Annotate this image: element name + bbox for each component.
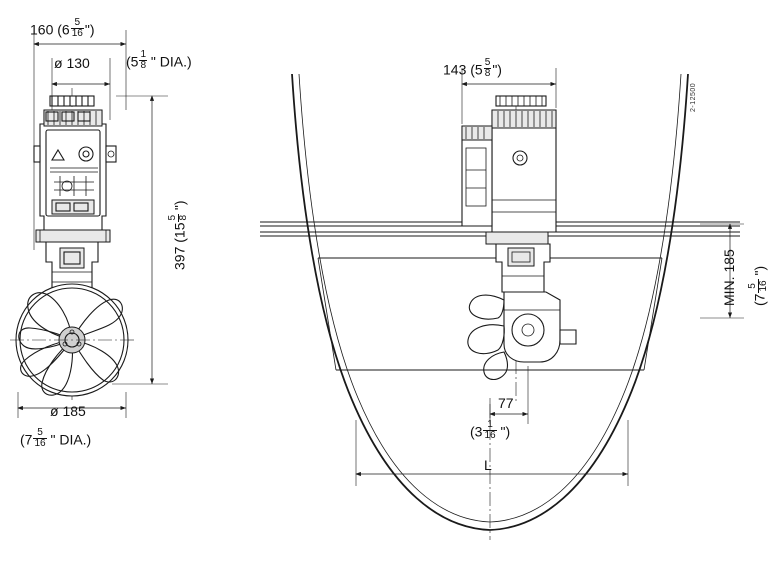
dim-label-min-depth-inch (748, 266, 769, 306)
dim-label-motor-width (443, 58, 502, 79)
dim-label-tunnel-dia-inch (126, 50, 192, 71)
dim-label-offset-inch (470, 420, 510, 441)
dim-label-prop-dia (50, 404, 86, 419)
dim-label-offset (498, 396, 514, 411)
frac-5-16: $\frac{5}{16}$ (71, 17, 83, 40)
dim-inch-whole-7: (7 (20, 431, 33, 448)
frac-1-16: $\frac{1}{16}$ (484, 419, 496, 442)
dim-inch-dia-suffix-prop: " DIA.) (47, 431, 92, 448)
dim-value-77: 77 (498, 395, 514, 411)
frac-1-8: $\frac{1}{8}$ (140, 49, 147, 72)
left-view-group (10, 30, 168, 418)
dim-label-tunnel-dia (54, 56, 90, 71)
frac-5-8: 5 8 (167, 214, 190, 221)
frac-5-16-min: 5 16 (747, 280, 770, 292)
dim-unit-inch-77: ") (497, 423, 511, 440)
dim-unit-inch-min: ") (751, 265, 768, 279)
dim-label-prop-dia-inch (20, 428, 91, 449)
dim-value-397: 397 (15 (171, 222, 188, 270)
dim-value-143: 143 (5 (443, 61, 483, 78)
dim-unit-inch-397: ") (171, 200, 188, 213)
dim-inch-whole-3: (3 (470, 423, 483, 440)
dim-value-dia185: ø 185 (50, 403, 86, 419)
dim-inch-dia-suffix: " DIA.) (148, 53, 192, 70)
dim-value-L: L (484, 457, 492, 473)
right-view-group (260, 68, 744, 540)
dim-value-160: 160 (6 (30, 21, 70, 38)
dim-inch-whole-5: (5 (126, 53, 139, 70)
drawing-code-label: 2-12500 (690, 82, 697, 112)
dim-label-overall-width (30, 18, 95, 39)
frac-5-16-prop: $\frac{5}{16}$ (34, 427, 46, 450)
dim-label-height (168, 200, 189, 270)
dim-value-min185: MIN. 185 (721, 249, 737, 306)
dim-label-tunnel-length (484, 458, 492, 473)
dim-unit-inch-143: ") (492, 61, 502, 78)
dim-unit-inch: ") (84, 21, 95, 38)
frac-5-8-motor: $\frac{5}{8}$ (484, 57, 491, 80)
dim-inch-whole-7-min: (7 (751, 293, 768, 306)
dim-label-min-depth (722, 249, 737, 306)
dim-value-dia130: ø 130 (54, 55, 90, 71)
